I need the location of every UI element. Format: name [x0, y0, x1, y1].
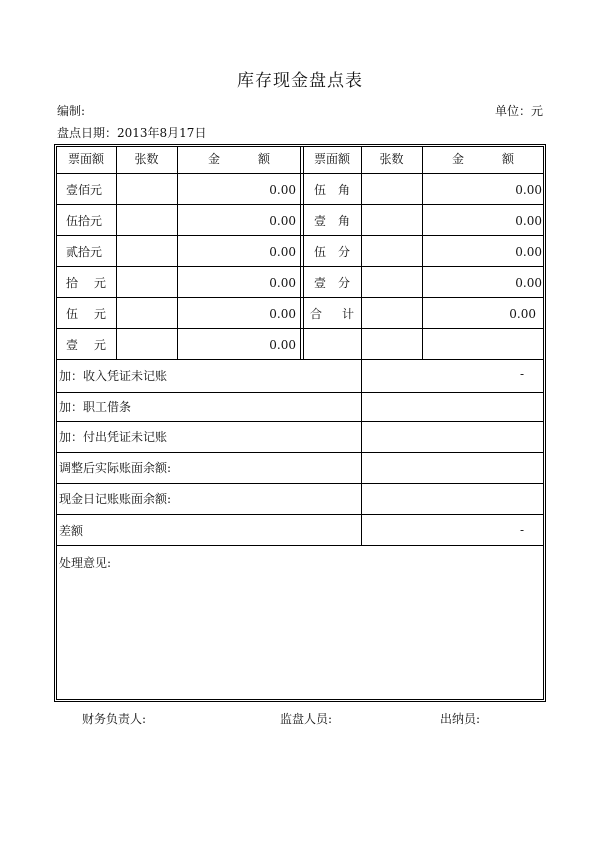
- col-rule-3b: [303, 146, 304, 359]
- header-amount-right-b: 额: [501, 152, 514, 166]
- rule-adj-6: [56, 545, 544, 546]
- col-rule-1: [116, 146, 117, 359]
- right-label-5jiao-b: 角: [337, 183, 350, 197]
- left-amount-10: 0.00: [269, 276, 296, 290]
- right-label-total-a: 合: [310, 307, 323, 321]
- date-label: 盘点日期：2013年8月17日: [57, 126, 207, 140]
- left-label-5-b: 元: [93, 307, 106, 321]
- left-label-10-a: 拾: [66, 276, 79, 290]
- rule-adj-3: [56, 452, 544, 453]
- header-count-left: 张数: [134, 152, 159, 166]
- header-denomination-left: 票面额: [67, 152, 104, 166]
- adj-label-income-unrecorded: 加：收入凭证未记账: [59, 369, 168, 383]
- adj-label-journal-balance: 现金日记账账面余额:: [59, 492, 172, 506]
- rule-adj-4: [56, 483, 544, 484]
- right-amount-1fen: 0.00: [515, 276, 542, 290]
- left-label-1: [66, 337, 106, 353]
- rule-adj-1: [56, 392, 544, 393]
- right-label-1jiao-b: 角: [337, 214, 350, 228]
- left-label-5: [66, 306, 106, 322]
- signature-finance-head: 财务负责人:: [82, 712, 147, 726]
- left-label-5-a: 伍: [66, 307, 79, 321]
- right-label-5jiao-a: 伍: [314, 183, 327, 197]
- rule-row-6: [56, 359, 544, 360]
- header-amount-right-a: 金: [452, 152, 465, 166]
- header-amount-left-b: 额: [257, 152, 270, 166]
- prepared-by-label: 编制:: [57, 104, 86, 118]
- left-amount-5: 0.00: [269, 307, 296, 321]
- left-label-20: 贰拾元: [66, 245, 103, 259]
- rule-adj-2: [56, 421, 544, 422]
- adj-value-income-unrecorded: -: [519, 367, 524, 381]
- left-label-100: 壹佰元: [66, 183, 103, 197]
- header-count-right: 张数: [379, 152, 404, 166]
- right-label-5fen: [314, 244, 350, 260]
- unit-label: 单位：元: [494, 104, 543, 118]
- col-rule-4: [361, 146, 362, 359]
- left-label-10-b: 元: [93, 276, 106, 290]
- left-amount-1: 0.00: [269, 338, 296, 352]
- adj-value-difference: -: [519, 523, 524, 537]
- signature-cashier: 出纳员:: [440, 712, 481, 726]
- adj-label-difference: 差额: [59, 524, 84, 538]
- header-amount-right: [452, 151, 514, 167]
- left-label-50: 伍拾元: [66, 214, 103, 228]
- opinion-label: 处理意见:: [59, 556, 112, 570]
- right-label-total: [310, 306, 354, 322]
- right-label-1fen: [314, 275, 350, 291]
- right-amount-total: 0.00: [509, 307, 536, 321]
- right-label-1jiao-a: 壹: [314, 214, 327, 228]
- right-amount-5fen: 0.00: [515, 245, 542, 259]
- left-label-1-a: 壹: [66, 338, 79, 352]
- left-amount-100: 0.00: [269, 183, 296, 197]
- left-amount-20: 0.00: [269, 245, 296, 259]
- right-label-5fen-a: 伍: [314, 245, 327, 259]
- right-label-1jiao: [314, 213, 350, 229]
- left-amount-50: 0.00: [269, 214, 296, 228]
- col-rule-2: [177, 146, 178, 359]
- right-amount-1jiao: 0.00: [515, 214, 542, 228]
- col-rule-3: [300, 146, 301, 359]
- header-amount-left: [208, 151, 270, 167]
- right-label-total-b: 计: [341, 307, 354, 321]
- rule-adj-5: [56, 514, 544, 515]
- adj-label-adjusted-balance: 调整后实际账面余额:: [59, 461, 172, 475]
- adj-col-rule: [361, 359, 362, 545]
- left-label-1-b: 元: [93, 338, 106, 352]
- header-amount-left-a: 金: [208, 152, 221, 166]
- right-label-1fen-a: 壹: [314, 276, 327, 290]
- adj-label-payment-unrecorded: 加：付出凭证未记账: [59, 430, 168, 444]
- right-amount-5jiao: 0.00: [515, 183, 542, 197]
- right-label-5fen-b: 分: [337, 245, 350, 259]
- adj-label-employee-iou: 加：职工借条: [59, 400, 132, 414]
- header-denomination-right: 票面额: [313, 152, 350, 166]
- left-label-10: [66, 275, 106, 291]
- right-label-1fen-b: 分: [337, 276, 350, 290]
- signature-supervisor: 监盘人员:: [280, 712, 333, 726]
- page-title: 库存现金盘点表: [237, 71, 363, 91]
- right-label-5jiao: [314, 182, 350, 198]
- col-rule-5: [422, 146, 423, 359]
